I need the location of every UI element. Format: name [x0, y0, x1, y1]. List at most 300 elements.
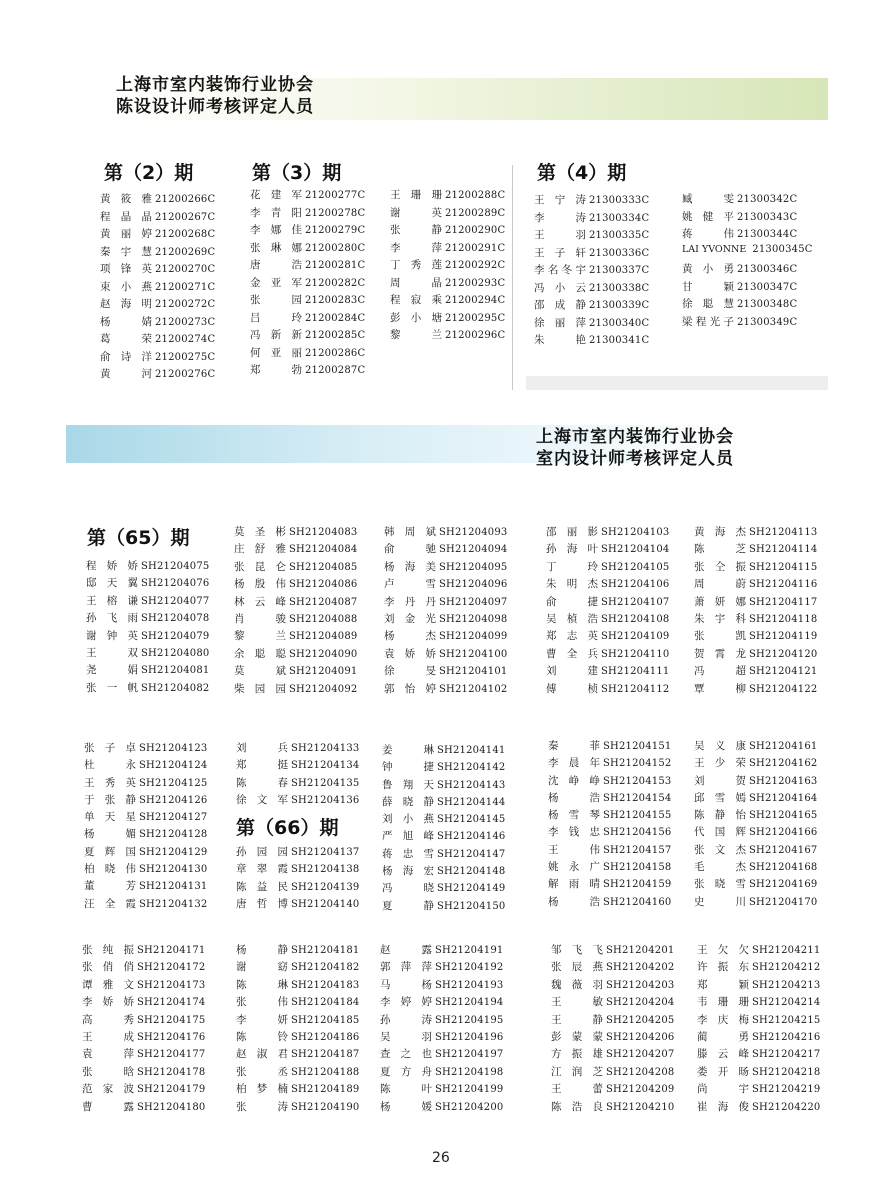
person-name: 彭蒙蒙	[551, 1030, 603, 1043]
roster-row	[84, 861, 207, 878]
person-name: 张园	[250, 294, 302, 306]
person-name: 刘建	[546, 665, 598, 678]
person-name: 邵成静	[534, 299, 586, 311]
roster-row	[390, 327, 505, 345]
person-name: 杨浩	[548, 791, 600, 804]
certificate-number: 21300337C	[589, 265, 650, 276]
certificate-number: 21300343C	[737, 211, 798, 223]
roster-row	[100, 261, 215, 279]
person-name: 束小燕	[100, 280, 152, 293]
certificate-number: SH21204093	[439, 527, 508, 538]
roster-row	[546, 628, 669, 645]
roster-column	[682, 191, 813, 331]
roster-row	[390, 292, 505, 310]
certificate-number: 21200289C	[445, 207, 506, 219]
roster-row	[250, 345, 365, 363]
certificate-number: SH21204210	[606, 1101, 675, 1113]
person-name: 王欠欠	[697, 944, 749, 956]
roster-row	[384, 541, 507, 558]
person-name: 赵露	[380, 944, 432, 956]
certificate-number: 21200288C	[445, 190, 506, 201]
roster-row	[548, 790, 671, 807]
certificate-number: SH21204080	[141, 647, 210, 659]
person-name: 陈叶	[380, 1083, 432, 1096]
roster-row	[234, 611, 357, 628]
person-name: 郑颖	[697, 978, 749, 991]
person-name: 程娇娇	[86, 560, 138, 572]
roster-row	[546, 524, 669, 541]
roster-row	[82, 1029, 205, 1046]
person-name: 张文杰	[694, 843, 746, 856]
roster-row	[682, 296, 813, 314]
roster-row	[694, 576, 817, 593]
person-name: 臧雯	[682, 193, 734, 205]
certificate-number: SH21204145	[437, 814, 506, 826]
roster-column	[551, 942, 674, 1116]
person-name: 俞捷	[546, 595, 598, 608]
certificate-number: SH21204129	[139, 846, 208, 858]
person-name: 张子卓	[84, 742, 136, 754]
certificate-number: SH21204083	[289, 527, 358, 538]
certificate-number: SH21204095	[439, 561, 508, 573]
person-name: 李妍	[236, 1013, 288, 1026]
roster-column	[84, 740, 207, 913]
person-name: 项锋英	[100, 263, 152, 275]
person-name: 吴羽	[380, 1030, 432, 1043]
certificate-number: SH21204197	[435, 1049, 504, 1061]
certificate-number: SH21204102	[439, 683, 508, 695]
period-3-heading: 第（3）期	[252, 162, 342, 184]
roster-row	[82, 1064, 205, 1081]
person-name: 莫圣彬	[234, 526, 286, 538]
person-name: 谢窈	[236, 961, 288, 974]
roster-row	[236, 1046, 359, 1063]
person-name: 甘颖	[682, 280, 734, 293]
person-name: 张伟	[236, 996, 288, 1009]
person-name: 马杨	[380, 978, 432, 991]
certificate-number: SH21204172	[137, 962, 206, 974]
person-name: 崔海俊	[697, 1100, 749, 1113]
person-name: 袁萍	[82, 1048, 134, 1061]
certificate-number: SH21204084	[289, 544, 358, 556]
certificate-number: 21200276C	[155, 369, 216, 380]
person-name: 刘金光	[384, 612, 436, 625]
person-name: 冯超	[694, 665, 746, 678]
certificate-number: 21300341C	[589, 335, 650, 346]
person-name: 单天星	[84, 811, 136, 824]
certificate-number: SH21204205	[606, 1014, 675, 1026]
roster-row	[682, 244, 813, 262]
person-name: 杨婧	[100, 315, 152, 328]
certificate-number: 21200291C	[445, 242, 506, 254]
person-name: 韩周斌	[384, 526, 436, 538]
person-name: 章翠霞	[236, 863, 288, 876]
person-name: 方振雄	[551, 1048, 603, 1061]
roster-row	[682, 261, 813, 279]
certificate-number: SH21204168	[749, 862, 818, 874]
roster-row	[534, 192, 649, 210]
person-name: 郑勃	[250, 364, 302, 376]
person-name: 王羽	[534, 229, 586, 241]
certificate-number: SH21204203	[606, 979, 675, 991]
roster-row	[382, 794, 505, 811]
person-name: 吴义康	[694, 740, 746, 752]
person-name: 张仝振	[694, 560, 746, 573]
certificate-number: SH21204103	[601, 527, 670, 538]
roster-row	[236, 879, 359, 896]
certificate-number: SH21204114	[749, 544, 818, 556]
roster-row	[390, 310, 505, 328]
roster-row	[82, 1081, 205, 1098]
person-name: 丁玲	[546, 560, 598, 573]
roster-row	[250, 310, 365, 328]
roster-column	[548, 738, 671, 911]
certificate-number: 21200280C	[305, 242, 366, 254]
certificate-number: SH21204160	[603, 896, 672, 908]
certificate-number: SH21204089	[289, 631, 358, 643]
person-name: 解雨晴	[548, 878, 600, 891]
certificate-number: SH21204136	[291, 794, 360, 806]
certificate-number: SH21204120	[749, 648, 818, 660]
roster-row	[694, 807, 817, 824]
person-name: 贺霄龙	[694, 647, 746, 660]
certificate-number: SH21204218	[752, 1066, 821, 1078]
roster-column	[236, 844, 359, 913]
certificate-number: 21300349C	[737, 316, 798, 328]
certificate-number: 21200296C	[445, 330, 506, 341]
person-name: 陈益民	[236, 880, 288, 893]
roster-column	[86, 558, 209, 697]
certificate-number: SH21204165	[749, 810, 818, 822]
certificate-number: SH21204153	[603, 775, 672, 787]
roster-row	[86, 645, 209, 662]
roster-row	[82, 1012, 205, 1029]
certificate-number: 21200295C	[445, 312, 506, 324]
roster-row	[697, 977, 820, 994]
person-name: 江润芝	[551, 1065, 603, 1078]
certificate-number: SH21204076	[141, 578, 210, 590]
person-name: 陈春	[236, 776, 288, 789]
roster-row	[236, 740, 359, 757]
certificate-number: SH21204094	[439, 544, 508, 556]
roster-row	[382, 811, 505, 828]
person-name: 杨海美	[384, 560, 436, 573]
roster-row	[82, 942, 205, 959]
certificate-number: SH21204123	[139, 743, 208, 754]
roster-row	[551, 1081, 674, 1098]
person-name: 黄河	[100, 368, 152, 380]
roster-row	[234, 681, 357, 698]
person-name: 尚宇	[697, 1083, 749, 1096]
roster-row	[236, 757, 359, 774]
roster-row	[250, 222, 365, 240]
roster-row	[380, 977, 503, 994]
person-name: 黎兰	[234, 630, 286, 643]
person-name: 王少荣	[694, 757, 746, 770]
roster-column	[534, 192, 649, 350]
roster-row	[694, 894, 817, 911]
person-name: 李涛	[534, 211, 586, 224]
person-name: 薛晓静	[382, 795, 434, 808]
roster-row	[384, 646, 507, 663]
certificate-number: 21200284C	[305, 312, 366, 324]
person-name: 郑挺	[236, 759, 288, 772]
roster-row	[100, 331, 215, 349]
roster-row	[236, 861, 359, 878]
roster-row	[694, 842, 817, 859]
person-name: 何亚丽	[250, 346, 302, 359]
roster-row	[100, 366, 215, 384]
roster-row	[382, 777, 505, 794]
period-4-footer-shade	[526, 376, 828, 390]
certificate-number: SH21204079	[141, 630, 210, 642]
person-name: 唐哲博	[236, 897, 288, 910]
certificate-number: SH21204140	[291, 898, 360, 910]
roster-row	[82, 959, 205, 976]
roster-row	[694, 738, 817, 755]
person-name: 蒋伟	[682, 228, 734, 240]
roster-row	[234, 628, 357, 645]
certificate-number: SH21204184	[291, 997, 360, 1009]
roster-row	[694, 790, 817, 807]
person-name: 庄舒雅	[234, 543, 286, 556]
roster-row	[234, 541, 357, 558]
certificate-number: SH21204157	[603, 844, 672, 856]
certificate-number: 21300338C	[589, 282, 650, 294]
certificate-number: SH21204207	[606, 1049, 675, 1061]
certificate-number: SH21204117	[749, 596, 818, 608]
roster-row	[100, 191, 215, 209]
certificate-number: SH21204085	[289, 561, 358, 573]
person-name: 夏静	[382, 899, 434, 912]
person-name: 魏薇羽	[551, 978, 603, 991]
roster-column	[236, 942, 359, 1116]
certificate-number: 21200285C	[305, 330, 366, 341]
person-name: 黄丽婷	[100, 228, 152, 240]
person-name: 郭萍萍	[380, 961, 432, 974]
person-name: 张涛	[236, 1100, 288, 1113]
certificate-number: SH21204190	[291, 1101, 360, 1113]
person-name: 谢英	[390, 206, 442, 219]
certificate-number: SH21204100	[439, 648, 508, 660]
certificate-number: 21200275C	[155, 351, 216, 363]
certificate-number: SH21204138	[291, 864, 360, 876]
certificate-number: 21300333C	[589, 195, 650, 206]
certificate-number: SH21204111	[601, 666, 670, 678]
certificate-number: 21200292C	[445, 260, 506, 271]
roster-row	[234, 663, 357, 680]
roster-row	[390, 257, 505, 275]
roster-row	[534, 210, 649, 228]
certificate-number: SH21204155	[603, 810, 672, 822]
roster-row	[86, 610, 209, 627]
roster-column	[380, 942, 503, 1116]
certificate-number: SH21204086	[289, 579, 358, 591]
certificate-number: SH21204161	[749, 741, 818, 752]
roster-row	[86, 662, 209, 679]
roster-row	[694, 541, 817, 558]
roster-row	[694, 859, 817, 876]
person-name: 程寂乘	[390, 294, 442, 306]
roster-row	[84, 792, 207, 809]
person-name: 邵丽影	[546, 526, 598, 538]
person-name: 程晶晶	[100, 210, 152, 223]
person-name: 吕玲	[250, 311, 302, 324]
roster-row	[390, 275, 505, 293]
person-name: 孙园园	[236, 846, 288, 858]
certificate-number: 21200274C	[155, 334, 216, 345]
certificate-number: SH21204075	[141, 561, 210, 572]
certificate-number: SH21204150	[437, 900, 506, 912]
person-name: 李娜佳	[250, 224, 302, 236]
person-name: 徐聪慧	[682, 298, 734, 310]
certificate-number: 21200269C	[155, 246, 216, 258]
roster-row	[100, 296, 215, 314]
certificate-number: 21200271C	[155, 281, 216, 293]
certificate-number: 21200281C	[305, 260, 366, 271]
roster-row	[390, 187, 505, 205]
roster-row	[86, 628, 209, 645]
certificate-number: SH21204115	[749, 561, 818, 573]
certificate-number: SH21204078	[141, 613, 210, 625]
certificate-number: SH21204208	[606, 1066, 675, 1078]
roster-row	[250, 362, 365, 380]
person-name: 孙飞雨	[86, 612, 138, 625]
certificate-number: 21200270C	[155, 264, 216, 275]
roster-column	[390, 187, 505, 345]
roster-row	[236, 1064, 359, 1081]
person-name: 谢钟英	[86, 629, 138, 642]
roster-row	[697, 1012, 820, 1029]
roster-row	[697, 1029, 820, 1046]
roster-row	[694, 611, 817, 628]
person-name: 鲁翔天	[382, 778, 434, 791]
person-name: 张晗	[82, 1065, 134, 1078]
person-name: 周蔚	[694, 578, 746, 591]
roster-row	[86, 558, 209, 575]
certificate-number: SH21204092	[289, 683, 358, 695]
roster-row	[548, 738, 671, 755]
certificate-number: SH21204107	[601, 596, 670, 608]
certificate-number: SH21204081	[141, 665, 210, 677]
roster-row	[546, 559, 669, 576]
person-name: 朱明杰	[546, 578, 598, 591]
person-name: 杨媛	[380, 1100, 432, 1113]
period-2-heading: 第（2）期	[104, 162, 194, 184]
person-name: 陈静怡	[694, 809, 746, 822]
certificate-number: SH21204213	[752, 979, 821, 991]
certificate-number: SH21204104	[601, 544, 670, 556]
certificate-number: SH21204212	[752, 962, 821, 974]
person-name: 王子轩	[534, 246, 586, 259]
person-name: 李娇娇	[82, 996, 134, 1009]
certificate-number: SH21204198	[435, 1066, 504, 1078]
person-name: 杨殷伟	[234, 578, 286, 591]
bottom-header-line1: 上海市室内装饰行业协会	[536, 427, 734, 447]
certificate-number: SH21204164	[749, 792, 818, 804]
roster-column	[234, 524, 357, 698]
certificate-number: SH21204166	[749, 827, 818, 839]
roster-row	[551, 1046, 674, 1063]
person-name: 李晨年	[548, 757, 600, 770]
person-name: 林云峰	[234, 595, 286, 608]
person-name: 吴楨浩	[546, 612, 598, 625]
person-name: 李萍	[390, 241, 442, 254]
person-name: 冯晓	[382, 882, 434, 895]
person-name: 张琳娜	[250, 241, 302, 254]
certificate-number: 21300339C	[589, 300, 650, 311]
roster-row	[380, 1029, 503, 1046]
column-divider	[512, 165, 513, 390]
person-name: 黄筱雅	[100, 193, 152, 205]
certificate-number: SH21204116	[749, 579, 818, 591]
roster-row	[534, 245, 649, 263]
person-name: 严旭峰	[382, 830, 434, 843]
person-name: 梁程光子	[682, 315, 734, 328]
certificate-number: SH21204082	[141, 682, 210, 694]
person-name: 夏辉国	[84, 845, 136, 858]
certificate-number: SH21204162	[749, 758, 818, 770]
roster-row	[548, 755, 671, 772]
certificate-number: SH21204211	[752, 945, 821, 956]
roster-row	[694, 646, 817, 663]
roster-row	[694, 524, 817, 541]
roster-row	[82, 994, 205, 1011]
certificate-number: SH21204091	[289, 666, 358, 678]
roster-row	[390, 240, 505, 258]
certificate-number: SH21204096	[439, 579, 508, 591]
certificate-number: SH21204199	[435, 1084, 504, 1096]
certificate-number: SH21204187	[291, 1049, 360, 1061]
certificate-number: SH21204209	[606, 1084, 675, 1096]
roster-row	[100, 209, 215, 227]
top-header-title	[116, 74, 314, 118]
roster-row	[546, 663, 669, 680]
period-4-heading: 第（4）期	[537, 162, 627, 184]
roster-row	[380, 1012, 503, 1029]
certificate-number: 21300342C	[737, 194, 798, 205]
person-name: 邱雪嫣	[694, 791, 746, 804]
certificate-number: SH21204178	[137, 1066, 206, 1078]
certificate-number: SH21204149	[437, 883, 506, 895]
roster-row	[694, 681, 817, 698]
certificate-number: SH21204163	[749, 775, 818, 787]
person-name: 夏方舟	[380, 1065, 432, 1078]
certificate-number: SH21204189	[291, 1084, 360, 1096]
certificate-number: SH21204204	[606, 997, 675, 1009]
roster-row	[546, 541, 669, 558]
person-name: 刘小燕	[382, 813, 434, 826]
person-name: 姚健平	[682, 210, 734, 223]
person-name: 姜琳	[382, 744, 434, 756]
certificate-number: SH21204167	[749, 844, 818, 856]
roster-row	[546, 576, 669, 593]
person-name: 黄海杰	[694, 526, 746, 538]
person-name: 冯新新	[250, 329, 302, 341]
person-name: 朱艳	[534, 334, 586, 346]
person-name: 张凯	[694, 630, 746, 643]
roster-column	[694, 524, 817, 698]
roster-column	[697, 942, 820, 1116]
roster-row	[548, 807, 671, 824]
person-name: 杨静	[236, 944, 288, 956]
certificate-number: SH21204174	[137, 997, 206, 1009]
roster-row	[384, 559, 507, 576]
roster-row	[380, 1099, 503, 1116]
person-name: 陈浩良	[551, 1100, 603, 1113]
person-name: 张一帆	[86, 681, 138, 694]
person-name: 孙涛	[380, 1013, 432, 1026]
